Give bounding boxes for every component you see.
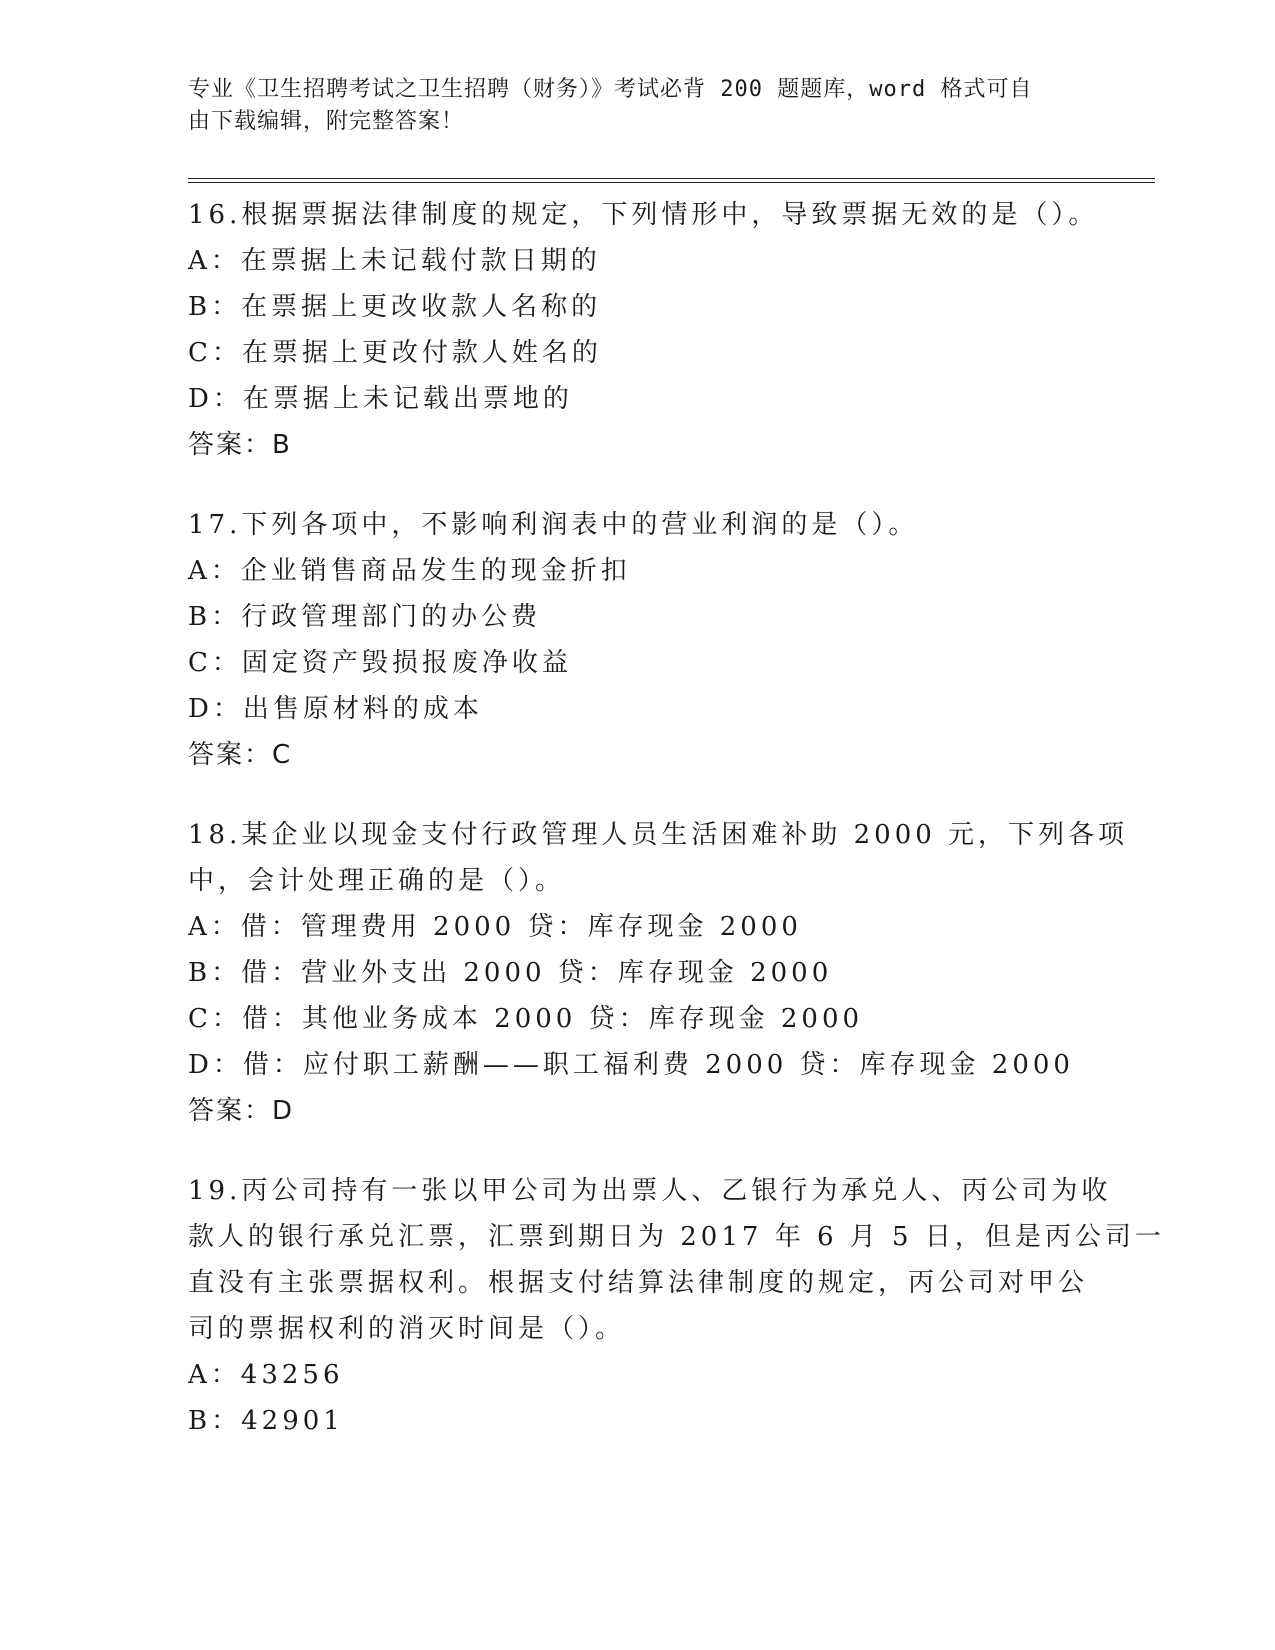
option-list <box>188 904 1088 1088</box>
question-list <box>188 192 1165 1478</box>
question-stem-line: 16.根据票据法律制度的规定，下列情形中，导致票据无效的是（）。 <box>188 200 1099 230</box>
option-list <box>188 238 1088 422</box>
option-list <box>188 548 1088 732</box>
question-18 <box>188 812 1129 1134</box>
document-header <box>188 74 1068 138</box>
question-stem <box>188 502 1088 548</box>
answer-line: 答案：D <box>188 1096 295 1126</box>
option-a: A：43256 <box>188 1360 344 1390</box>
question-stem-line: 司的票据权利的消灭时间是（）。 <box>188 1314 626 1344</box>
header-line-2: 由下载编辑，附完整答案！ <box>188 109 465 134</box>
option-c: C：固定资产毁损报废净收益 <box>188 648 572 678</box>
question-19 <box>188 1168 1165 1444</box>
option-c: C：借：其他业务成本 2000 贷：库存现金 2000 <box>188 1004 864 1034</box>
option-a: A：借：管理费用 2000 贷：库存现金 2000 <box>188 912 802 942</box>
option-a: A：在票据上未记载付款日期的 <box>188 246 601 276</box>
question-stem-line: 19.丙公司持有一张以甲公司为出票人、乙银行为承兑人、丙公司为收 <box>188 1176 1112 1206</box>
question-17 <box>188 502 1088 778</box>
option-a: A：企业销售商品发生的现金折扣 <box>188 556 631 586</box>
option-c: C：在票据上更改付款人姓名的 <box>188 338 602 368</box>
question-stem-line: 款人的银行承兑汇票，汇票到期日为 2017 年 6 月 5 日，但是丙公司一 <box>188 1222 1165 1252</box>
option-list <box>188 1352 1088 1444</box>
option-d: D：在票据上未记载出票地的 <box>188 384 573 414</box>
option-b: B：42901 <box>188 1406 344 1436</box>
question-stem-line: 18.某企业以现金支付行政管理人员生活困难补助 2000 元，下列各项 <box>188 820 1129 850</box>
option-d: D：出售原材料的成本 <box>188 694 483 724</box>
question-stem-line: 17.下列各项中，不影响利润表中的营业利润的是（）。 <box>188 510 919 540</box>
header-line-1: 专业《卫生招聘考试之卫生招聘（财务）》考试必背 200 题题库，word 格式可自 <box>188 77 1033 102</box>
option-b: B：在票据上更改收款人名称的 <box>188 292 602 322</box>
header-divider <box>188 178 1155 183</box>
option-b: B：行政管理部门的办公费 <box>188 602 542 632</box>
answer-line: 答案：B <box>188 430 292 460</box>
question-stem <box>188 1168 1165 1352</box>
option-d: D：借：应付职工薪酬——职工福利费 2000 贷：库存现金 2000 <box>188 1050 1074 1080</box>
option-b: B：借：营业外支出 2000 贷：库存现金 2000 <box>188 958 833 988</box>
question-stem <box>188 192 1099 238</box>
answer-line: 答案：C <box>188 740 293 770</box>
question-16 <box>188 192 1099 468</box>
question-stem-line: 直没有主张票据权利。根据支付结算法律制度的规定，丙公司对甲公 <box>188 1268 1089 1298</box>
question-stem-line: 中，会计处理正确的是（）。 <box>188 866 566 896</box>
question-stem <box>188 812 1129 904</box>
